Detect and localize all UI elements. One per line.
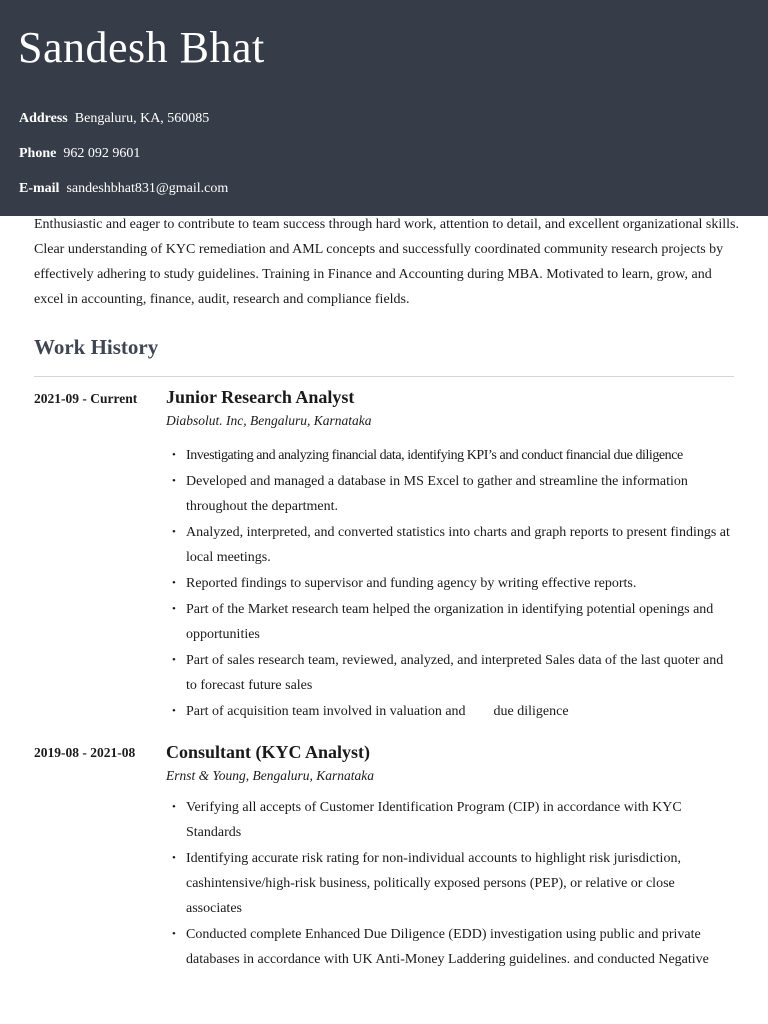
- phone-label: Phone: [19, 146, 57, 161]
- candidate-name: Sandesh Bhat: [18, 23, 265, 72]
- job-company: Diabsolut. Inc, Bengaluru, Karnataka: [166, 413, 372, 428]
- job-bullet: • Conducted complete Enhanced Due Diligence (EDD) investigation using public and private databases in accordance with UK Anti-Money Laddering guidelines. and conducted Negative: [172, 922, 732, 972]
- contact-phone: [19, 145, 140, 163]
- job-title: Consultant (KYC Analyst): [166, 742, 371, 762]
- job-bullet: • Analyzed, interpreted, and converted statistics into charts and graph reports to present findings at local meetings.: [172, 520, 732, 570]
- phone-value: 962 092 9601: [63, 146, 141, 161]
- email-label: E-mail: [19, 181, 60, 196]
- job-bullet: • Developed and managed a database in MS Excel to gather and streamline the information throughout the department.: [172, 469, 732, 519]
- professional-summary: Enthusiastic and eager to contribute to team success through hard work, attention to detail, and excellent organizational skills. Clear understanding of KYC remediation and AML concepts and successfully coordinated community research projects by effectively adhering to study guidelines. Training in Finance and Accounting during MBA. Motivated to learn, grow, and excel in accounting, finance, audit, research and compliance fields.: [34, 217, 739, 307]
- job-bullet: • Investigating and analyzing financial data, identifying KPI’s and conduct financial due diligence: [172, 443, 732, 468]
- job-bullet-list: [172, 443, 732, 725]
- job-bullet: • Identifying accurate risk rating for non-individual accounts to highlight risk jurisdiction, cashintensive/high-risk business, politically exposed persons (PEP), or relative or close associates: [172, 846, 732, 921]
- section-title-work-history: Work History: [34, 335, 159, 359]
- address-label: Address: [19, 111, 68, 126]
- email-value[interactable]: sandeshbhat831@gmail.com: [66, 181, 229, 196]
- job-bullet: • Part of sales research team, reviewed, analyzed, and interpreted Sales data of the last quoter and to forecast future sales: [172, 648, 732, 698]
- job-dates: 2021-09 - Current: [34, 391, 138, 406]
- section-divider: [34, 376, 734, 377]
- resume-header: [0, 0, 768, 216]
- job-bullet-list: [172, 795, 732, 973]
- job-dates: 2019-08 - 2021-08: [34, 745, 136, 760]
- job-bullet: • Part of acquisition team involved in valuation and due diligence: [172, 699, 732, 724]
- address-value: Bengaluru, KA, 560085: [74, 111, 210, 126]
- job-bullet: • Part of the Market research team helped the organization in identifying potential openings and opportunities: [172, 597, 732, 647]
- job-bullet: • Verifying all accepts of Customer Identification Program (CIP) in accordance with KYC Standards: [172, 795, 732, 845]
- contact-address: [19, 110, 209, 128]
- job-title: Junior Research Analyst: [166, 387, 355, 407]
- job-company: Ernst & Young, Bengaluru, Karnataka: [166, 768, 375, 783]
- contact-email: [19, 180, 228, 198]
- job-bullet: • Reported findings to supervisor and funding agency by writing effective reports.: [172, 571, 732, 596]
